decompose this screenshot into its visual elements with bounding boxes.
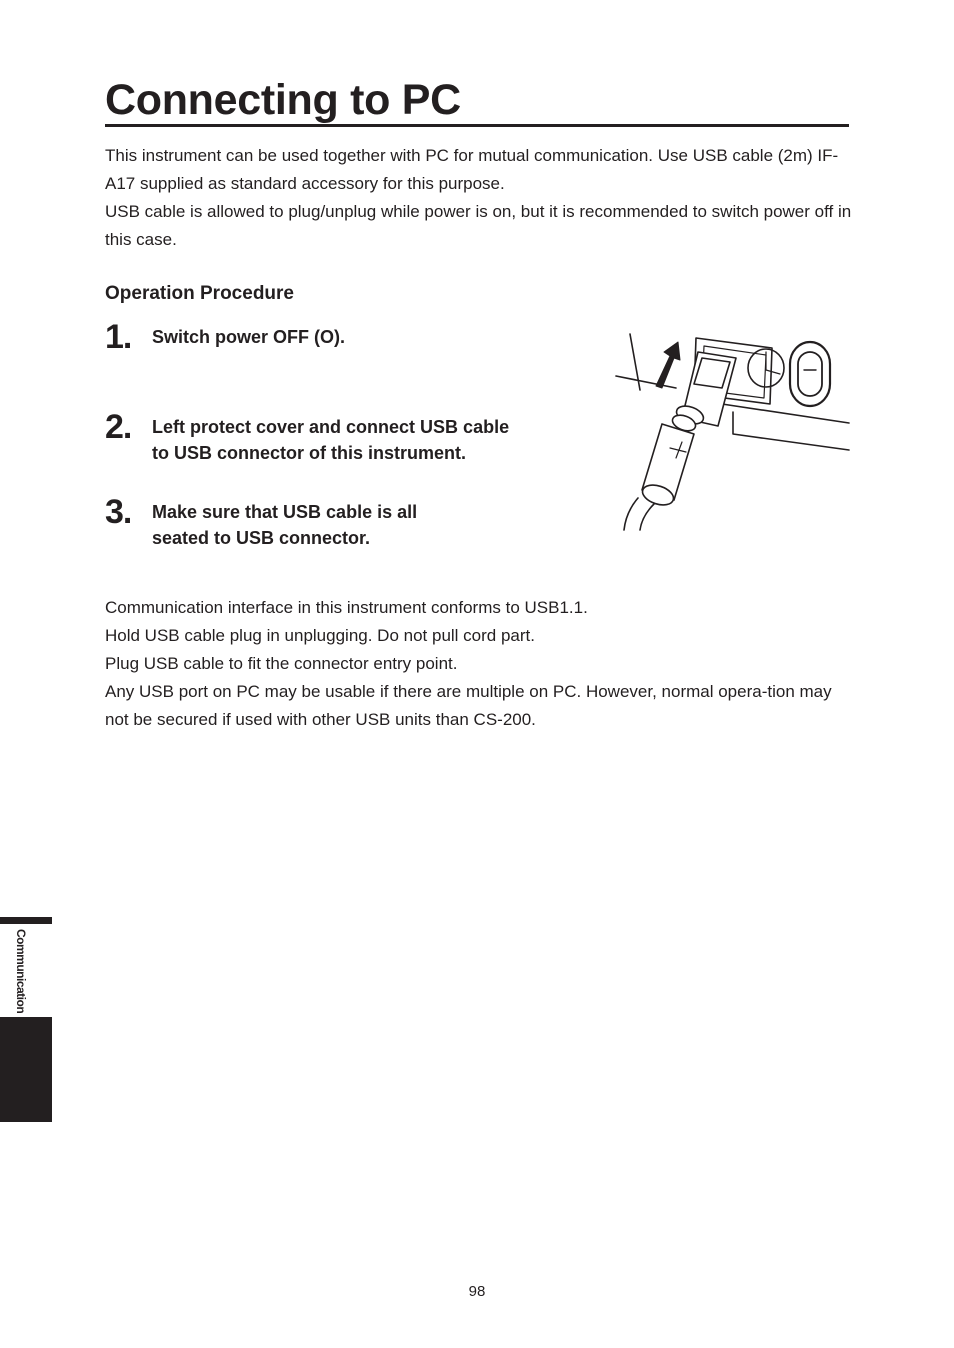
step-text: Switch power OFF (O). — [152, 327, 345, 347]
note-line: Communication interface in this instrument conforms to USB1.1. — [105, 598, 588, 617]
note-line: Plug USB cable to fit the connector entry point. — [105, 654, 458, 673]
intro-paragraph: USB cable is allowed to plug/unplug while power is on, but it is recommended to switch power off in this case. — [105, 202, 852, 249]
side-tab — [0, 917, 52, 1122]
page-title: Connecting to PC — [105, 76, 461, 124]
step-number: 2. — [105, 408, 132, 446]
step-number: 1. — [105, 318, 132, 356]
notes — [105, 594, 855, 734]
title-divider — [105, 124, 849, 127]
note-line: Any USB port on PC may be usable if there are multiple on PC. However, normal opera-tion may not be secured if used with other USB units than CS-200. — [105, 682, 832, 729]
step-text: Make sure that USB cable is all seated to USB connector. — [152, 502, 418, 548]
side-tab-label: Communication — [14, 929, 28, 1014]
step-text: Left protect cover and connect USB cable to USB connector of this instrument. — [152, 417, 510, 463]
step-number: 3. — [105, 493, 132, 531]
section-heading: Operation Procedure — [105, 283, 294, 304]
intro-paragraph: This instrument can be used together with PC for mutual communication. Use USB cable (2m) IF-A17 supplied as standard accessory for this purpose. — [105, 146, 839, 193]
intro-text — [105, 142, 855, 254]
note-line: Hold USB cable plug in unplugging. Do not pull cord part. — [105, 626, 535, 645]
page-number: 98 — [468, 1283, 486, 1300]
side-tab-rule — [0, 917, 52, 924]
usb-cable-connection-icon — [612, 330, 852, 532]
side-tab-block — [0, 1017, 52, 1122]
